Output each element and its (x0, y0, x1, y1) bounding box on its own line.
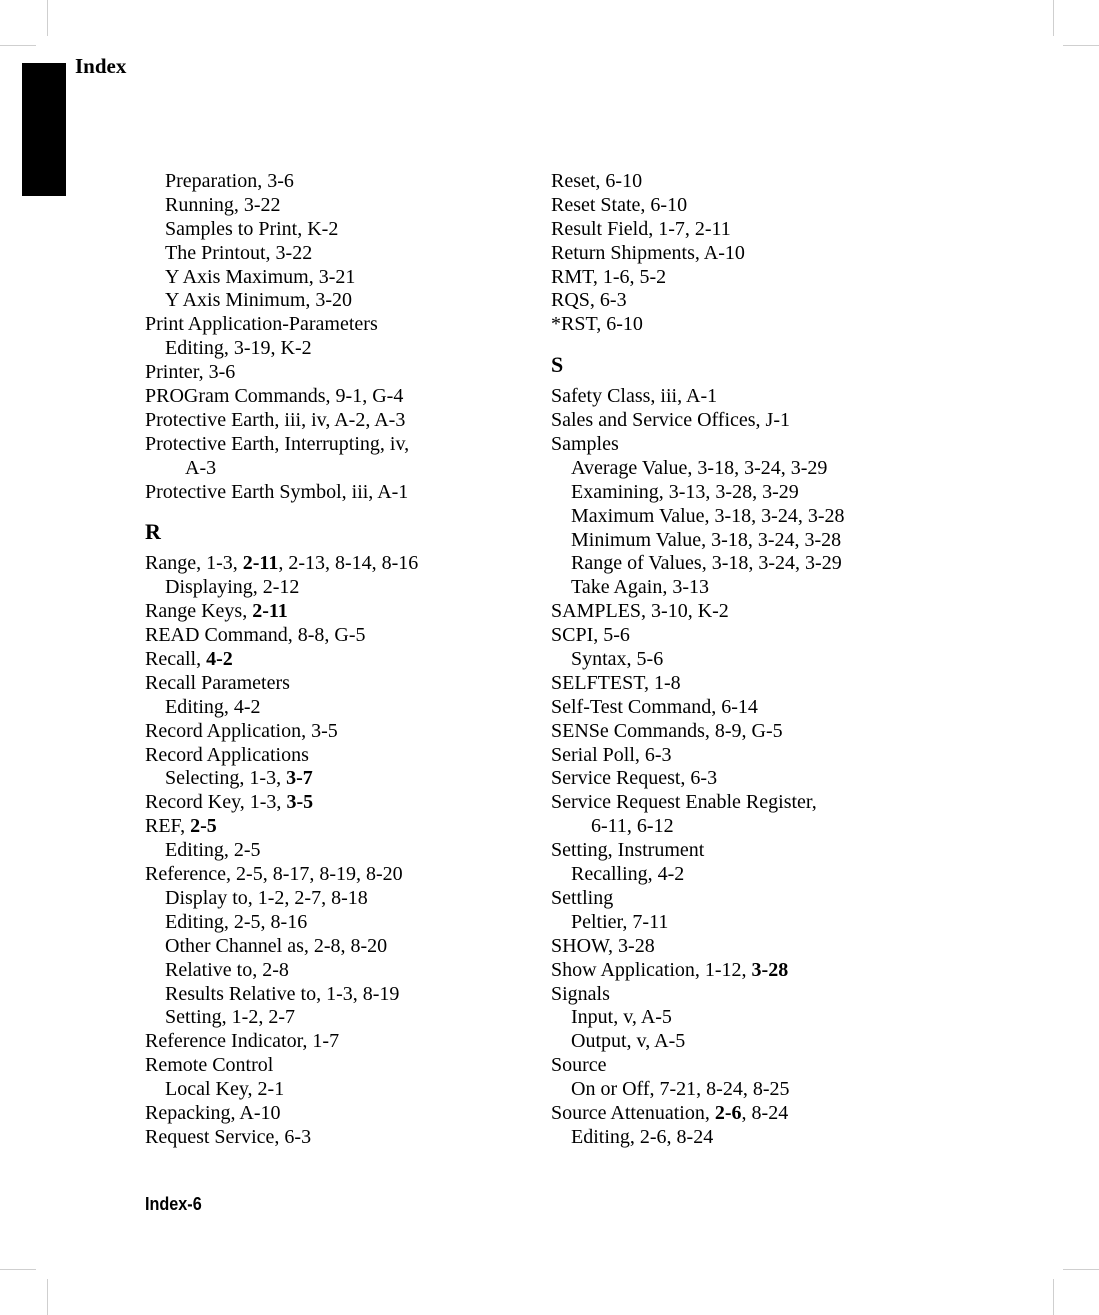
index-entry (551, 983, 1031, 1007)
index-entry-text: Record Application, 3-5 (145, 719, 338, 742)
index-entry-text: SCPI, 5-6 (551, 624, 630, 647)
index-entry-text: Editing, 3-19, K-2 (165, 337, 312, 360)
index-subentry (145, 266, 535, 290)
index-entry (145, 313, 535, 337)
index-entry-text: Source Attenuation, (551, 1101, 715, 1124)
index-entry-text: RQS, 6-3 (551, 289, 627, 312)
index-entry (145, 481, 535, 505)
index-entry-text: Self-Test Command, 6-14 (551, 695, 758, 718)
index-entry-text: Selecting, 1-3, (165, 767, 287, 790)
index-subentry (145, 218, 535, 242)
index-entry-text: , 8-24 (741, 1101, 789, 1124)
index-entry (551, 1102, 1031, 1126)
index-entry-text: Protective Earth, iii, iv, A-2, A-3 (145, 408, 406, 431)
index-entry-text: SHOW, 3-28 (551, 934, 655, 957)
index-entry-text: Result Field, 1-7, 2-11 (551, 217, 731, 240)
index-entry-text: Signals (551, 982, 610, 1005)
index-column-right (551, 170, 1031, 1150)
index-entry (551, 242, 1031, 266)
index-entry-text: Return Shipments, A-10 (551, 241, 745, 264)
index-entry-text: PROGram Commands, 9-1, G-4 (145, 385, 404, 408)
index-entry (551, 672, 1031, 696)
index-entry-text: Y Axis Maximum, 3-21 (165, 265, 356, 288)
index-entry (551, 935, 1031, 959)
index-entry-text: Editing, 2-6, 8-24 (571, 1125, 714, 1148)
index-entry-text: Remote Control (145, 1054, 274, 1077)
index-entry-text: Range of Values, 3-18, 3-24, 3-29 (571, 552, 842, 575)
index-entry-text: Maximum Value, 3-18, 3-24, 3-28 (571, 504, 845, 527)
index-entry (145, 361, 535, 385)
index-entry-text: On or Off, 7-21, 8-24, 8-25 (571, 1078, 790, 1101)
index-entry (551, 385, 1031, 409)
index-subentry (551, 815, 1031, 839)
index-entry-text: Results Relative to, 1-3, 8-19 (165, 982, 400, 1005)
index-entry (145, 552, 535, 576)
index-subentry (145, 289, 535, 313)
index-subentry (551, 648, 1031, 672)
index-entry-text: Settling (551, 886, 614, 909)
index-entry (145, 744, 535, 768)
index-entry-text: SELFTEST, 1-8 (551, 671, 681, 694)
index-subentry (145, 767, 535, 791)
index-subentry (551, 576, 1031, 600)
index-page-ref-primary: 4-2 (206, 648, 233, 671)
index-entry (145, 863, 535, 887)
crop-mark (1053, 0, 1054, 36)
index-entry (551, 433, 1031, 457)
index-subentry (145, 576, 535, 600)
index-subentry (551, 1030, 1031, 1054)
index-entry-text: Setting, 1-2, 2-7 (165, 1006, 295, 1029)
index-entry (551, 600, 1031, 624)
index-entry-text: Reset, 6-10 (551, 170, 643, 192)
index-entry-text: Record Key, 1-3, (145, 791, 287, 814)
index-entry (551, 624, 1031, 648)
index-entry (145, 815, 535, 839)
index-entry-text: Minimum Value, 3-18, 3-24, 3-28 (571, 528, 842, 551)
index-letter-heading: S (551, 352, 564, 378)
index-entry (551, 887, 1031, 911)
index-entry-text: Samples (551, 433, 619, 456)
index-entry (551, 1054, 1031, 1078)
index-entry-text: Relative to, 2-8 (165, 958, 289, 981)
index-entry (145, 1102, 535, 1126)
index-entry-text: 6-11, 6-12 (591, 815, 674, 838)
index-entry (145, 600, 535, 624)
index-entry-text: Serial Poll, 6-3 (551, 743, 672, 766)
index-entry-text: Preparation, 3-6 (165, 170, 294, 192)
index-entry-text: Show Application, 1-12, (551, 958, 752, 981)
index-entry-text: Examining, 3-13, 3-28, 3-29 (571, 480, 799, 503)
index-entry (551, 744, 1031, 768)
index-subentry (145, 696, 535, 720)
crop-mark (1063, 1269, 1099, 1270)
index-entry-text: Samples to Print, K-2 (165, 217, 339, 240)
index-entry-text: Range, 1-3, (145, 552, 243, 575)
index-entry-text: Protective Earth Symbol, iii, A-1 (145, 480, 409, 503)
index-entry (551, 289, 1031, 313)
page-header: Index (75, 54, 127, 78)
index-subentry (145, 242, 535, 266)
index-entry-text: Reference, 2-5, 8-17, 8-19, 8-20 (145, 863, 403, 886)
index-entry-text: Printer, 3-6 (145, 361, 236, 384)
index-entry-text: Local Key, 2-1 (165, 1078, 285, 1101)
index-entry-text: , 2-13, 8-14, 8-16 (278, 552, 419, 575)
index-entry-text: Service Request, 6-3 (551, 767, 718, 790)
index-entry-text: Safety Class, iii, A-1 (551, 385, 718, 408)
index-entry-text: Editing, 2-5, 8-16 (165, 910, 308, 933)
index-entry (551, 791, 1031, 815)
index-entry-text: Recall Parameters (145, 671, 290, 694)
index-entry-text: Syntax, 5-6 (571, 648, 664, 671)
index-subentry (145, 337, 535, 361)
crop-mark (47, 0, 48, 36)
index-entry (551, 767, 1031, 791)
index-entry-text: Editing, 4-2 (165, 695, 261, 718)
index-entry (551, 218, 1031, 242)
index-subentry (551, 1126, 1031, 1150)
index-entry (551, 959, 1031, 983)
index-entry-text: Running, 3-22 (165, 193, 281, 216)
index-entry-text: SENSe Commands, 8-9, G-5 (551, 719, 783, 742)
index-subentry (145, 935, 535, 959)
index-column-left (145, 170, 535, 1150)
index-page-ref-primary: 2-5 (190, 815, 217, 838)
index-page-ref-primary: 3-5 (286, 791, 314, 814)
index-page-ref-primary: 2-11 (252, 600, 288, 623)
index-entry-text: Print Application-Parameters (145, 313, 378, 336)
index-entry (145, 1126, 535, 1150)
index-subentry (551, 1078, 1031, 1102)
index-entry (551, 720, 1031, 744)
index-entry (551, 194, 1031, 218)
index-entry (551, 170, 1031, 194)
index-subentry (551, 529, 1031, 553)
index-entry (145, 648, 535, 672)
index-entry-text: Request Service, 6-3 (145, 1125, 312, 1148)
index-entry-text: Source (551, 1054, 607, 1077)
index-entry-text: REF, (145, 815, 191, 838)
index-entry-text: Editing, 2-5 (165, 839, 261, 862)
section-tab-marker (22, 63, 66, 196)
index-page-ref-primary: 2-11 (242, 552, 279, 575)
index-entry-text: Recalling, 4-2 (571, 863, 685, 886)
index-subentry (551, 1006, 1031, 1030)
index-subentry (551, 457, 1031, 481)
index-entry-text: RMT, 1-6, 5-2 (551, 265, 667, 288)
index-subentry (551, 863, 1031, 887)
index-subentry (551, 481, 1031, 505)
index-entry-text: Reset State, 6-10 (551, 193, 688, 216)
index-entry (145, 624, 535, 648)
index-entry-text: The Printout, 3-22 (165, 241, 313, 264)
index-entry-text: Peltier, 7-11 (571, 910, 669, 933)
index-subentry (145, 1006, 535, 1030)
index-entry-text: Protective Earth, Interrupting, iv, (145, 432, 410, 455)
index-entry (145, 433, 535, 457)
index-entry (551, 839, 1031, 863)
index-entry-text: Sales and Service Offices, J-1 (551, 409, 791, 432)
index-page-ref-primary: 3-7 (286, 767, 313, 790)
index-page-ref-primary: 2-6 (714, 1101, 742, 1124)
index-subentry (145, 170, 535, 194)
crop-mark (0, 45, 36, 46)
index-entry (145, 385, 535, 409)
index-entry-text: Setting, Instrument (551, 839, 705, 862)
index-subentry (145, 1078, 535, 1102)
index-entry-text: *RST, 6-10 (551, 313, 643, 336)
index-entry-text: Input, v, A-5 (571, 1006, 672, 1029)
crop-mark (1053, 1279, 1054, 1315)
index-entry-text: Output, v, A-5 (571, 1030, 686, 1053)
index-entry-text: Displaying, 2-12 (165, 576, 300, 599)
index-entry (551, 696, 1031, 720)
crop-mark (1063, 45, 1099, 46)
index-entry (145, 409, 535, 433)
index-subentry (145, 911, 535, 935)
index-entry (551, 409, 1031, 433)
index-entry-text: SAMPLES, 3-10, K-2 (551, 600, 729, 623)
crop-mark (0, 1269, 36, 1270)
index-entry-text: Reference Indicator, 1-7 (145, 1030, 340, 1053)
index-page-ref-primary: 3-28 (751, 958, 789, 981)
index-subentry (551, 911, 1031, 935)
index-letter-heading: R (145, 519, 161, 545)
index-subentry (145, 457, 535, 481)
index-subentry (145, 839, 535, 863)
index-entry (145, 672, 535, 696)
index-entry (551, 313, 1031, 337)
index-subentry (145, 983, 535, 1007)
index-entry-text: A-3 (185, 456, 217, 479)
index-subentry (145, 887, 535, 911)
index-subentry (145, 959, 535, 983)
index-entry (145, 1030, 535, 1054)
index-entry-text: Repacking, A-10 (145, 1101, 281, 1124)
crop-mark (47, 1279, 48, 1315)
index-entry-text: Service Request Enable Register, (551, 791, 817, 814)
index-entry-text: Record Applications (145, 743, 309, 766)
index-subentry (551, 505, 1031, 529)
index-entry (145, 791, 535, 815)
page-number: Index-6 (145, 1194, 202, 1214)
index-subentry (551, 552, 1031, 576)
index-entry-text: Range Keys, (145, 600, 253, 623)
index-entry-text: Other Channel as, 2-8, 8-20 (165, 934, 388, 957)
index-entry-text: Average Value, 3-18, 3-24, 3-29 (571, 456, 828, 479)
index-entry (551, 266, 1031, 290)
index-entry-text: Recall, (145, 648, 207, 671)
index-entry-text: READ Command, 8-8, G-5 (145, 624, 366, 647)
index-entry-text: Take Again, 3-13 (571, 576, 710, 599)
index-entry-text: Display to, 1-2, 2-7, 8-18 (165, 886, 368, 909)
index-entry (145, 1054, 535, 1078)
index-subentry (145, 194, 535, 218)
index-entry-text: Y Axis Minimum, 3-20 (165, 289, 353, 312)
index-entry (145, 720, 535, 744)
